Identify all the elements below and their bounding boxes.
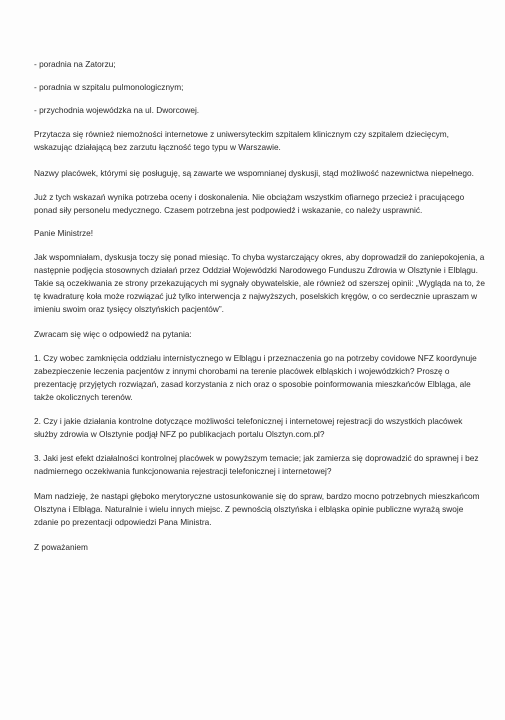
paragraph-line: imieniu swoim oraz tysięcy olsztyńskich pacjentów”. — [34, 304, 224, 314]
list-item: - przychodnia wojewódzka na ul. Dworcowej. — [34, 105, 200, 115]
question-line: 2. Czy i jakie działania kontrolne dotyczące możliwości telefonicznej i internetowej rejestracji do wszystkich placówek — [34, 416, 463, 426]
paragraph-line: tę kwadraturę koła może rozwiązać już tylko interwencja z najwyższych, poselskich kręgów, o co serdecznie upraszam w — [34, 291, 478, 301]
paragraph-line: Zwracam się więc o odpowiedź na pytania: — [34, 329, 192, 339]
question-line: 3. Jaki jest efekt działalności kontrolnej placówek w powyższym temacie; jak zamierza się doprowadzić do sprawnej i bez — [34, 453, 479, 463]
closing: Z poważaniem — [34, 542, 88, 552]
paragraph-line: Już z tych wskazań wynika potrzeba oceny i doskonalenia. Nie obciążam wszystkim ofiarnego przecież i pracującego — [34, 192, 465, 202]
question-line: 1. Czy wobec zamknięcia oddziału internistycznego w Elblągu i przeznaczenia go na potrzeby covidowe NFZ koordynuje — [34, 353, 477, 363]
question-line: służby zdrowia w Olsztynie podjął NFZ po publikacjach portalu Olsztyn.com.pl? — [34, 429, 325, 439]
paragraph-line: Takie są oczekiwania ze strony przekazujących mi sygnały obywatelskie, ale również od szerszej opinii: „Wygląda na to, że — [34, 278, 485, 288]
list-item: - poradnia na Zatorzu; — [34, 59, 116, 69]
paragraph-line: wskazując działającą bez zarzutu łączność tego typu w Warszawie. — [34, 142, 281, 152]
paragraph-line: Olsztyna i Elbląga. Naturalnie i wielu innych miejsc. Z pewnością olsztyńska i elbląska opinie publiczne wyrażą swoje — [34, 504, 464, 514]
question-line: także okolicznych terenów. — [34, 392, 133, 402]
paragraph-line: ponad siły personelu medycznego. Czasem potrzebna jest podpowiedź i wskazanie, co należy usprawnić. — [34, 205, 423, 215]
paragraph-line: Jak wspomniałam, dyskusja toczy się ponad miesiąc. To chyba wystarczający okres, aby doprowadził do zaniepokojenia, a — [34, 252, 485, 262]
question-line: prezentację przyjętych rozwiązań, zasad korzystania z nich oraz o sposobie poinformowania mieszkańców Elbląga, ale — [34, 379, 471, 389]
salutation: Panie Ministrze! — [34, 228, 94, 238]
list-item: - poradnia w szpitalu pulmonologicznym; — [34, 82, 184, 92]
paragraph-line: zdanie po prezentacji odpowiedzi Pana Ministra. — [34, 517, 212, 527]
paragraph-line: następnie podjęcia stosownych działań przez Oddział Wojewódzki Narodowego Funduszu Zdrowia w Olsztynie i Elblągu. — [34, 265, 478, 275]
paragraph-line: Przytacza się również niemożności internetowe z uniwersyteckim szpitalem klinicznym czy szpitalem dziecięcym, — [34, 129, 449, 139]
paragraph-line: Nazwy placówek, którymi się posługuję, są zawarte we wspomnianej dyskusji, stąd możliwość nazewnictwa niepełnego. — [34, 168, 474, 178]
paragraph-line: Mam nadzieję, że nastąpi głęboko merytoryczne ustosunkowanie się do spraw, bardzo mocno potrzebnych mieszkańcom — [34, 491, 480, 501]
question-line: zabezpieczenie leczenia pacjentów z innymi chorobami na terenie placówek elbląskich i wojewódzkich? Proszę o — [34, 366, 450, 376]
question-line: nadmiernego oczekiwania funkcjonowania rejestracji telefonicznej i internetowej? — [34, 466, 332, 476]
